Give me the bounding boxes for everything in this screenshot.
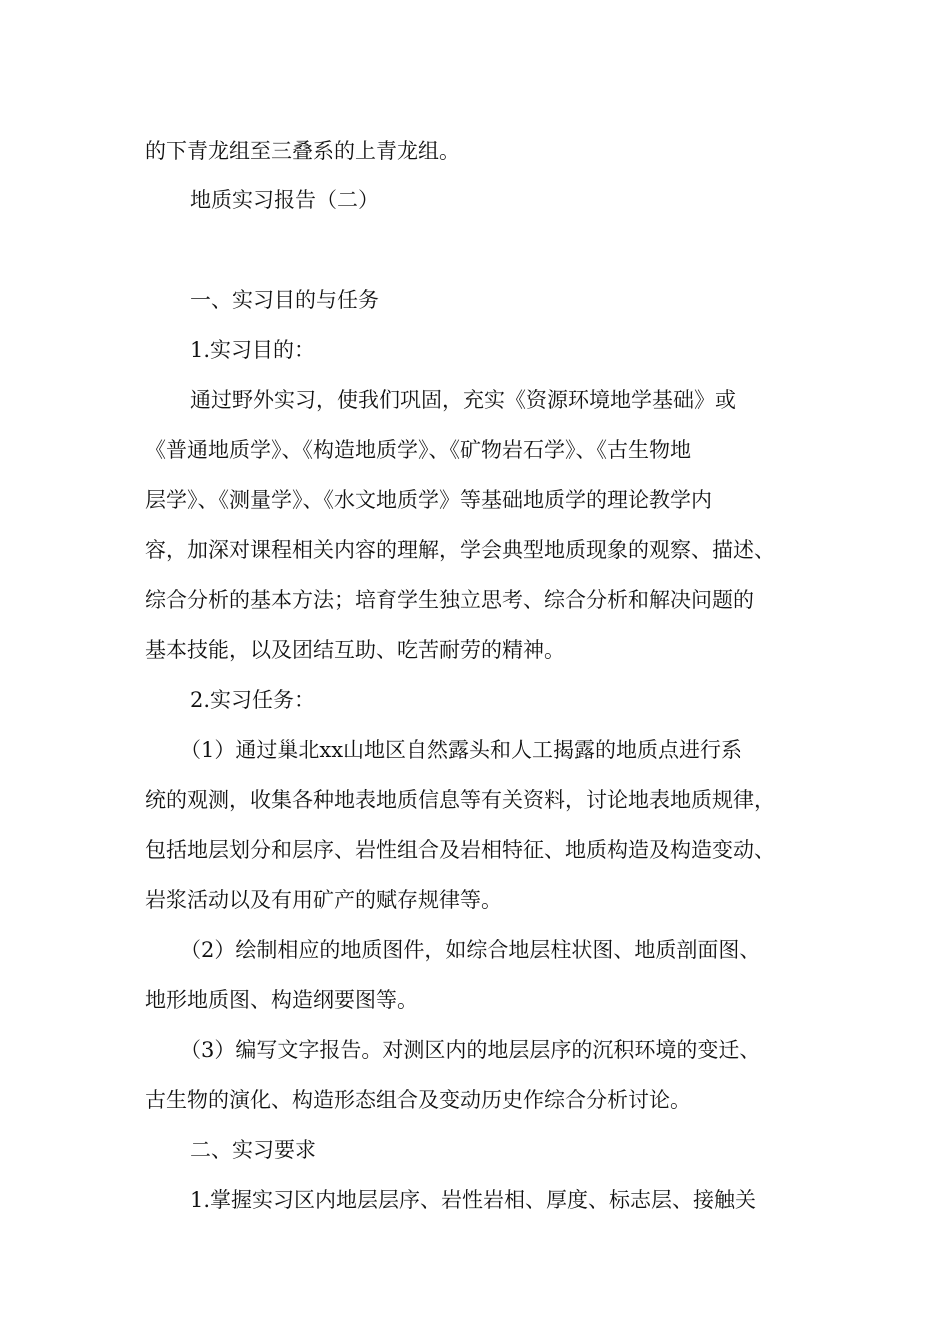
requirement-1-line-1: 1.掌握实习区内地层层序、岩性岩相、厚度、标志层、接触关 [190,1188,757,1212]
task-3-line-1: （3）编写文字报告。对测区内的地层层序的沉积环境的变迁、 [180,1038,761,1062]
heading-purpose-and-tasks: 一、实习目的与任务 [190,288,379,312]
section-title: 地质实习报告（二） [190,188,379,212]
subheading-purpose: 1.实习目的： [190,338,316,362]
paragraph-continuation-line: 的下青龙组至三叠系的上青龙组。 [145,139,460,163]
task-3-line-2: 古生物的演化、构造形态组合及变动历史作综合分析讨论。 [145,1088,691,1112]
purpose-paragraph-line-1: 通过野外实习，使我们巩固，充实《资源环境地学基础》或 [190,388,736,412]
task-1-line-1: （1）通过巢北xx山地区自然露头和人工揭露的地质点进行系 [180,738,743,762]
purpose-paragraph-line-5: 综合分析的基本方法；培育学生独立思考、综合分析和解决问题的 [145,588,754,612]
heading-requirements: 二、实习要求 [190,1138,316,1162]
purpose-paragraph-line-6: 基本技能，以及团结互助、吃苦耐劳的精神。 [145,638,565,662]
task-1-line-4: 岩浆活动以及有用矿产的赋存规律等。 [145,888,502,912]
purpose-paragraph-line-3: 层学》、《测量学》、《水文地质学》等基础地质学的理论教学内 [145,488,712,512]
subheading-tasks: 2.实习任务： [190,688,316,712]
task-1-line-2: 统的观测，收集各种地表地质信息等有关资料，讨论地表地质规律， [145,788,775,812]
purpose-paragraph-line-4: 容，加深对课程相关内容的理解，学会典型地质现象的观察、描述、 [145,538,775,562]
task-2-line-1: （2）绘制相应的地质图件，如综合地层柱状图、地质剖面图、 [180,938,761,962]
task-2-line-2: 地形地质图、构造纲要图等。 [145,988,418,1012]
task-1-line-3: 包括地层划分和层序、岩性组合及岩相特征、地质构造及构造变动、 [145,838,775,862]
purpose-paragraph-line-2: 《普通地质学》、《构造地质学》、《矿物岩石学》、《古生物地 [145,438,691,462]
